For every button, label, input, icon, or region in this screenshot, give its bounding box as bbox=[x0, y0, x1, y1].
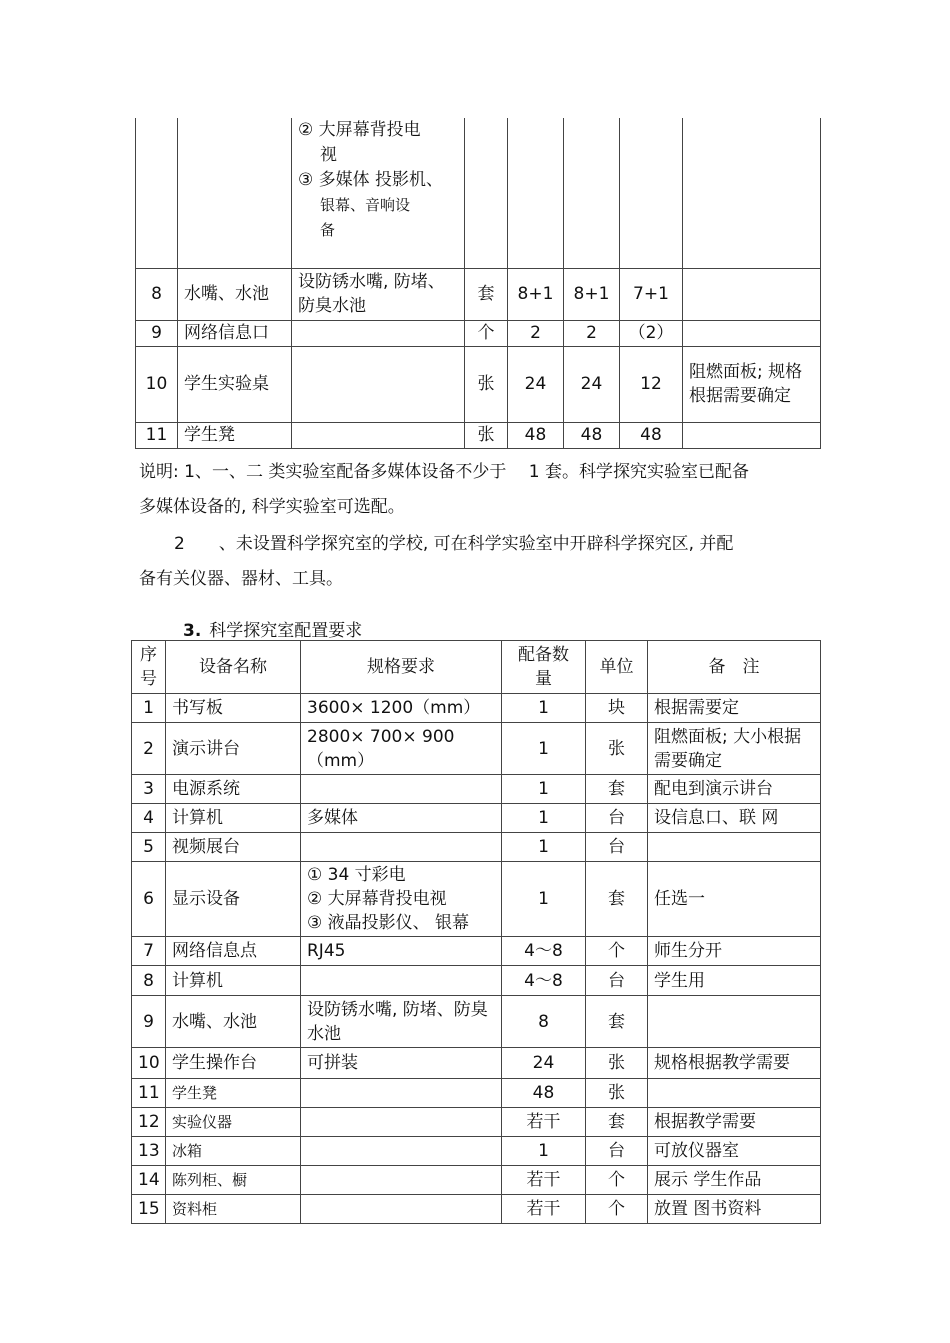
unit-cell: 张 bbox=[465, 346, 508, 422]
note-cell: 任选一 bbox=[648, 862, 821, 937]
header-note: 备 注 bbox=[648, 641, 821, 694]
note-cell bbox=[648, 996, 821, 1048]
qty-cell: 24 bbox=[508, 346, 564, 422]
note-cell: 设信息口、联 网 bbox=[648, 804, 821, 833]
equipment-name: 学生操作台 bbox=[166, 1048, 301, 1079]
qty-cell: 1 bbox=[502, 723, 586, 775]
section-number: 3. bbox=[183, 621, 202, 641]
qty-cell: 1 bbox=[502, 862, 586, 937]
spec-cell: 3600× 1200（mm） bbox=[301, 694, 502, 723]
unit-cell: 张 bbox=[586, 1079, 648, 1108]
table-row bbox=[132, 996, 821, 1048]
note-cell bbox=[648, 833, 821, 862]
qty-cell: 48 bbox=[564, 422, 620, 448]
header-spec: 规格要求 bbox=[301, 641, 502, 694]
spec-line: ② 大屏幕背投电 bbox=[298, 120, 421, 140]
qty-cell: 2 bbox=[508, 320, 564, 346]
spec-cell: 多媒体 bbox=[301, 804, 502, 833]
spec-line: 视 bbox=[320, 145, 337, 165]
qty-cell: 1 bbox=[502, 833, 586, 862]
row-number: 9 bbox=[132, 996, 166, 1048]
spec-cell bbox=[301, 775, 502, 804]
table-row bbox=[132, 804, 821, 833]
note-line: 说明: 1、一、二 类实验室配备多媒体设备不少于 1 套。科学探究实验室已配备 bbox=[139, 462, 749, 482]
unit-cell: 台 bbox=[586, 966, 648, 996]
equipment-name: 冰箱 bbox=[166, 1137, 301, 1166]
header-unit: 单位 bbox=[586, 641, 648, 694]
qty-cell: 4～8 bbox=[502, 966, 586, 996]
unit-cell: 块 bbox=[586, 694, 648, 723]
spec-cell bbox=[301, 1079, 502, 1108]
note-cell: 根据教学需要 bbox=[648, 1108, 821, 1137]
note-line: 多媒体设备的, 科学实验室可选配。 bbox=[139, 497, 405, 517]
spec-cell bbox=[301, 1195, 502, 1224]
equipment-name: 实验仪器 bbox=[166, 1108, 301, 1137]
table-row bbox=[132, 1195, 821, 1224]
spec-cell bbox=[301, 1137, 502, 1166]
note-cell bbox=[648, 1079, 821, 1108]
section-title bbox=[183, 616, 362, 641]
qty-cell: 若干 bbox=[502, 1195, 586, 1224]
equipment-name: 书写板 bbox=[166, 694, 301, 723]
spec-cell: 2800× 700× 900（mm） bbox=[301, 723, 502, 775]
table-row bbox=[132, 966, 821, 996]
equipment-table-continued bbox=[135, 118, 821, 449]
row-number: 12 bbox=[132, 1108, 166, 1137]
row-number: 10 bbox=[132, 1048, 166, 1079]
spec-cell: RJ45 bbox=[301, 937, 502, 966]
spec-line: 备 bbox=[320, 221, 336, 239]
row-number: 3 bbox=[132, 775, 166, 804]
row-number: 6 bbox=[132, 862, 166, 937]
qty-cell: 若干 bbox=[502, 1108, 586, 1137]
unit-cell: 套 bbox=[586, 1108, 648, 1137]
table-row bbox=[136, 422, 821, 448]
qty-cell: 1 bbox=[502, 1137, 586, 1166]
row-number: 10 bbox=[136, 346, 178, 422]
unit-cell: 个 bbox=[465, 320, 508, 346]
note-cell bbox=[683, 268, 821, 320]
table-row bbox=[136, 118, 821, 268]
note-cell: 可放仪器室 bbox=[648, 1137, 821, 1166]
row-number: 5 bbox=[132, 833, 166, 862]
header-qty: 配备数量 bbox=[502, 641, 586, 694]
equipment-name: 显示设备 bbox=[166, 862, 301, 937]
qty-cell: 48 bbox=[502, 1079, 586, 1108]
unit-cell: 张 bbox=[586, 1048, 648, 1079]
unit-cell: 套 bbox=[586, 862, 648, 937]
unit-cell: 台 bbox=[586, 833, 648, 862]
table-row bbox=[136, 346, 821, 422]
spec-cell bbox=[301, 1166, 502, 1195]
qty-cell: 48 bbox=[508, 422, 564, 448]
table-row bbox=[132, 775, 821, 804]
equipment-name: 演示讲台 bbox=[166, 723, 301, 775]
table-row bbox=[136, 320, 821, 346]
qty-cell: 7+1 bbox=[620, 268, 683, 320]
note-cell: 展示 学生作品 bbox=[648, 1166, 821, 1195]
unit-cell: 个 bbox=[586, 1195, 648, 1224]
spec-cell: 设防锈水嘴, 防堵、防臭水池 bbox=[292, 268, 465, 320]
table-row bbox=[132, 1048, 821, 1079]
equipment-name: 学生凳 bbox=[178, 422, 292, 448]
row-number: 7 bbox=[132, 937, 166, 966]
row-number: 9 bbox=[136, 320, 178, 346]
qty-cell: 24 bbox=[564, 346, 620, 422]
equipment-name: 陈列柜、橱 bbox=[166, 1166, 301, 1195]
table-row bbox=[132, 694, 821, 723]
note-cell: 师生分开 bbox=[648, 937, 821, 966]
row-number: 1 bbox=[132, 694, 166, 723]
row-number: 8 bbox=[136, 268, 178, 320]
unit-cell: 套 bbox=[586, 775, 648, 804]
table-row bbox=[132, 1137, 821, 1166]
note-line: 备有关仪器、器材、工具。 bbox=[139, 569, 343, 589]
note-cell: 阻燃面板; 规格根据需要确定 bbox=[683, 346, 821, 422]
qty-cell: 1 bbox=[502, 775, 586, 804]
equipment-name: 水嘴、水池 bbox=[178, 268, 292, 320]
equipment-name: 学生实验桌 bbox=[178, 346, 292, 422]
qty-cell: 若干 bbox=[502, 1166, 586, 1195]
spec-cell: 可拼装 bbox=[301, 1048, 502, 1079]
note-cell: 放置 图书资料 bbox=[648, 1195, 821, 1224]
row-number: 14 bbox=[132, 1166, 166, 1195]
row-number: 8 bbox=[132, 966, 166, 996]
equipment-name: 资料柜 bbox=[166, 1195, 301, 1224]
spec-cell bbox=[301, 1108, 502, 1137]
row-number: 11 bbox=[136, 422, 178, 448]
unit-cell: 台 bbox=[586, 1137, 648, 1166]
science-inquiry-room-table bbox=[131, 640, 821, 1224]
qty-cell: 24 bbox=[502, 1048, 586, 1079]
table-header-row bbox=[132, 641, 821, 694]
table-row bbox=[132, 833, 821, 862]
spec-line: ③ 液晶投影仪、 银幕 bbox=[307, 913, 470, 933]
note-cell: 配电到演示讲台 bbox=[648, 775, 821, 804]
unit-cell: 套 bbox=[465, 268, 508, 320]
equipment-name: 计算机 bbox=[166, 966, 301, 996]
spec-cell bbox=[301, 833, 502, 862]
qty-cell: 8+1 bbox=[508, 268, 564, 320]
section-title-text: 科学探究室配置要求 bbox=[209, 621, 363, 641]
table-row bbox=[132, 862, 821, 937]
unit-cell: 张 bbox=[465, 422, 508, 448]
note-cell: 规格根据教学需要 bbox=[648, 1048, 821, 1079]
equipment-name: 电源系统 bbox=[166, 775, 301, 804]
qty-cell: 1 bbox=[502, 804, 586, 833]
row-number: 4 bbox=[132, 804, 166, 833]
qty-cell: 48 bbox=[620, 422, 683, 448]
table-row bbox=[136, 268, 821, 320]
note-cell: 根据需要定 bbox=[648, 694, 821, 723]
spec-line: 银幕、音响设 bbox=[320, 196, 411, 214]
unit-cell: 台 bbox=[586, 804, 648, 833]
note-cell bbox=[683, 320, 821, 346]
spec-cell bbox=[292, 346, 465, 422]
qty-cell: 4～8 bbox=[502, 937, 586, 966]
unit-cell: 张 bbox=[586, 723, 648, 775]
qty-cell: 1 bbox=[502, 694, 586, 723]
row-number: 13 bbox=[132, 1137, 166, 1166]
note-line: 2 、未设置科学探究室的学校, 可在科学实验室中开辟科学探究区, 并配 bbox=[174, 534, 734, 554]
table-row bbox=[132, 1108, 821, 1137]
note-cell: 阻燃面板; 大小根据需要确定 bbox=[648, 723, 821, 775]
equipment-name: 计算机 bbox=[166, 804, 301, 833]
table-row bbox=[132, 1166, 821, 1195]
qty-cell: （2） bbox=[620, 320, 683, 346]
unit-cell: 套 bbox=[586, 996, 648, 1048]
header-name: 设备名称 bbox=[166, 641, 301, 694]
table-row bbox=[132, 937, 821, 966]
header-no: 序号 bbox=[132, 641, 166, 694]
equipment-name: 学生凳 bbox=[166, 1079, 301, 1108]
table-row bbox=[132, 1079, 821, 1108]
row-number: 15 bbox=[132, 1195, 166, 1224]
unit-cell: 个 bbox=[586, 937, 648, 966]
table-row bbox=[132, 723, 821, 775]
note-cell: 学生用 bbox=[648, 966, 821, 996]
spec-line: ① 34 寸彩电 bbox=[307, 865, 406, 885]
spec-cell bbox=[292, 320, 465, 346]
qty-cell: 8+1 bbox=[564, 268, 620, 320]
spec-cell: 设防锈水嘴, 防堵、防臭水池 bbox=[301, 996, 502, 1048]
equipment-name: 视频展台 bbox=[166, 833, 301, 862]
spec-cell bbox=[292, 422, 465, 448]
note-cell bbox=[683, 422, 821, 448]
spec-cell bbox=[301, 966, 502, 996]
equipment-name: 网络信息口 bbox=[178, 320, 292, 346]
spec-cell bbox=[292, 118, 465, 268]
equipment-name: 水嘴、水池 bbox=[166, 996, 301, 1048]
unit-cell: 个 bbox=[586, 1166, 648, 1195]
spec-line: ② 大屏幕背投电视 bbox=[307, 889, 447, 909]
spec-cell bbox=[301, 862, 502, 937]
spec-line: ③ 多媒体 投影机、 bbox=[298, 170, 444, 190]
row-number: 11 bbox=[132, 1079, 166, 1108]
qty-cell: 8 bbox=[502, 996, 586, 1048]
equipment-name: 网络信息点 bbox=[166, 937, 301, 966]
row-number: 2 bbox=[132, 723, 166, 775]
qty-cell: 12 bbox=[620, 346, 683, 422]
qty-cell: 2 bbox=[564, 320, 620, 346]
